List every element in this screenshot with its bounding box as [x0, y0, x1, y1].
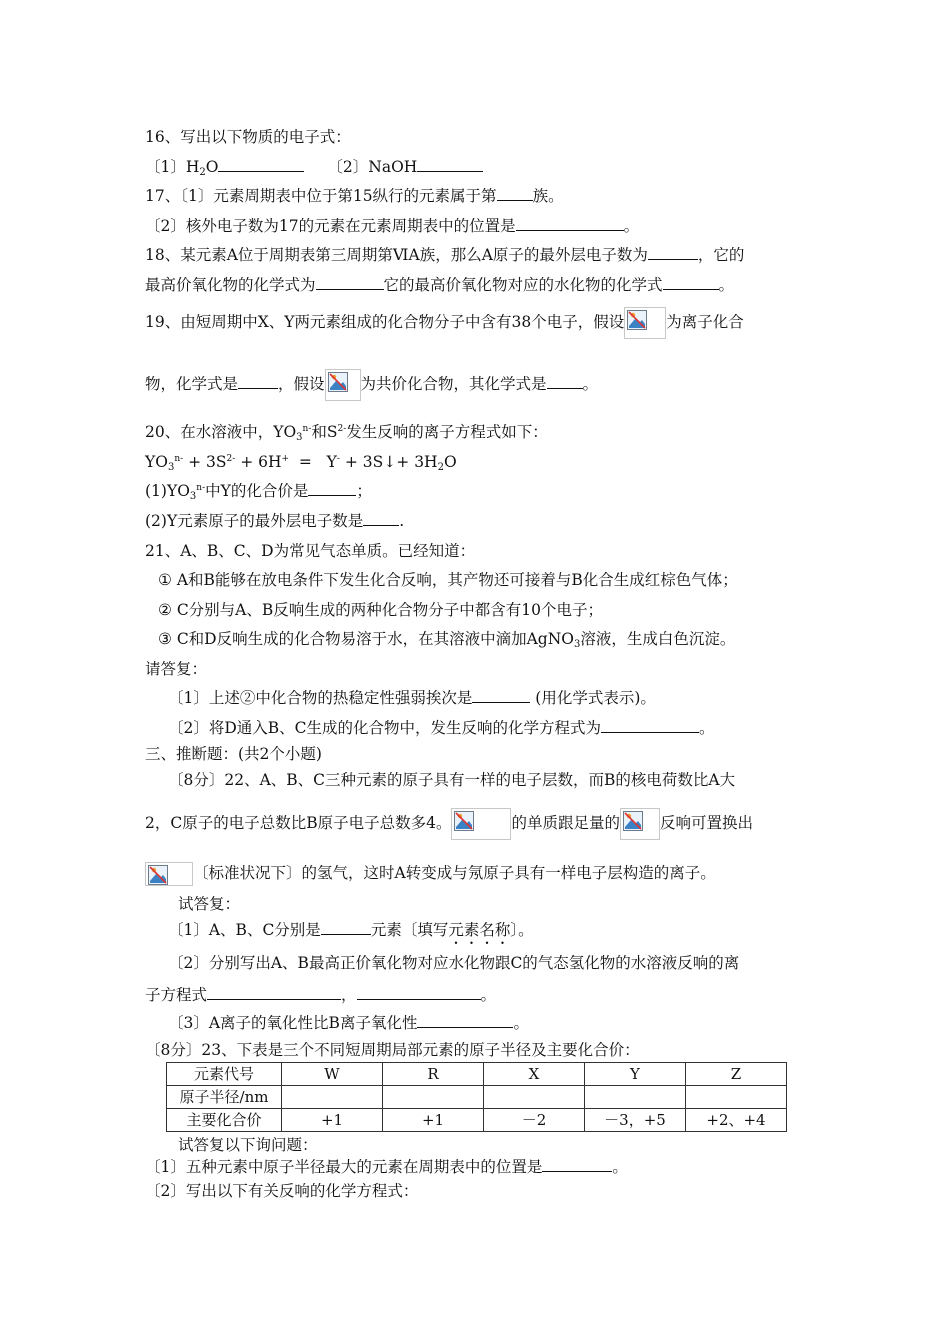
table-cell: 原子半径/nm: [167, 1086, 282, 1109]
q22-line3: 〔标准状况下〕的氢气，这时A转变成与氖原子具有一样电子层构造的离子。: [145, 862, 716, 886]
table-header-cell: Z: [686, 1063, 787, 1086]
answer-blank[interactable]: [516, 216, 624, 231]
answer-blank[interactable]: [321, 920, 371, 935]
table-cell: +2、+4: [686, 1109, 787, 1132]
answer-blank[interactable]: [308, 481, 356, 496]
q21-ask: 请答复：: [145, 660, 208, 678]
q17-part1: 17、〔1〕元素周期表中位于第15纵行的元素属于第 族。: [145, 187, 564, 205]
q20-equation: $YO_3^{n-} + 3S^{2-} + 6H^+ = Y^-$ + 3S↓+ $3H_2O$: [145, 453, 457, 473]
q17-part2: 〔2〕核外电子数为17的元素在元素周期表中的位置是 。: [145, 217, 640, 235]
answer-blank[interactable]: [601, 718, 699, 733]
q23-ask: 试答复以下询问题：: [178, 1136, 318, 1154]
q20-part2: (2)Y元素原子的最外层电子数是 .: [145, 512, 405, 530]
q22-line2: 2，C原子的电子总数比B原子电子总数多4。 的单质跟足量的 反响可置换出: [145, 808, 753, 840]
answer-blank[interactable]: [357, 985, 481, 1000]
answer-blank[interactable]: [547, 374, 583, 389]
q21-condition-2: ② C分别与A、B反响生成的两种化合物分子中都含有10个电子；: [158, 601, 603, 619]
formula-image: [325, 369, 361, 401]
answer-blank[interactable]: [648, 245, 698, 260]
formula-image: [620, 808, 660, 840]
q20-line1: 20、在水溶液中，$YO_3^{n-}$和$S^{2-}$发生反响的离子方程式如下：: [145, 423, 548, 443]
table-header-cell: R: [383, 1063, 484, 1086]
answer-blank[interactable]: [417, 1013, 513, 1028]
q16-title: 16、写出以下物质的电子式：: [145, 128, 351, 146]
q18-line2: 最高价氧化物的化学式为 它的最高价氧化物对应的水化物的化学式 。: [145, 276, 735, 294]
broken-image-icon: [148, 865, 168, 885]
table-row: [167, 1086, 787, 1109]
q21-part2: 〔2〕将D通入B、C生成的化合物中，发生反响的化学方程式为 。: [168, 719, 715, 737]
q22-ask: 试答复：: [178, 895, 241, 913]
formula-image: [145, 862, 193, 886]
table-cell: [686, 1086, 787, 1109]
answer-blank[interactable]: [417, 157, 483, 172]
q23-title: 〔8分〕23、下表是三个不同短周期局部元素的原子半径及主要化合价：: [145, 1041, 640, 1059]
q16-parts: 〔1〕$H_2O$ 〔2〕NaOH: [145, 157, 483, 177]
q22-line1: 〔8分〕22、A、B、C三种元素的原子具有一样的电子层数，而B的核电荷数比A大: [168, 771, 736, 789]
table-header-cell: 元素代号: [167, 1063, 282, 1086]
q22-part2-line1: 〔2〕分别写出A、B最高正价氧化物对应水化物跟C的气态氢化物的水溶液反响的离: [168, 954, 740, 972]
q21-condition-3: ③ C和D反响生成的化合物易溶于水，在其溶液中滴加AgNO$_3$溶液，生成白色沉淀。: [158, 630, 736, 650]
table-header-cell: X: [484, 1063, 585, 1086]
table-cell: －2: [484, 1109, 585, 1132]
table-cell: [383, 1086, 484, 1109]
answer-blank[interactable]: [363, 511, 399, 526]
table-cell: 主要化合价: [167, 1109, 282, 1132]
formula-image: [451, 808, 511, 840]
broken-image-icon: [454, 811, 474, 831]
section-title: 三、推断题：(共2个小题): [145, 745, 322, 763]
answer-blank[interactable]: [207, 985, 341, 1000]
table-cell: －3，+5: [585, 1109, 686, 1132]
broken-image-icon: [627, 310, 647, 330]
table-cell: +1: [383, 1109, 484, 1132]
element-table: [166, 1062, 787, 1132]
q21-condition-1: ① A和B能够在放电条件下发生化合反响，其产物还可接着与B化合生成红棕色气体；: [158, 571, 738, 589]
table-header-cell: W: [282, 1063, 383, 1086]
answer-blank[interactable]: [663, 275, 719, 290]
q22-part3: 〔3〕A离子的氧化性比B离子氧化性 。: [168, 1014, 529, 1032]
table-row: [167, 1109, 787, 1132]
q23-part1: 〔1〕五种元素中原子半径最大的元素在周期表中的位置是 。: [145, 1158, 628, 1176]
answer-blank[interactable]: [238, 374, 278, 389]
table-cell: +1: [282, 1109, 383, 1132]
q18-line1: 18、某元素A位于周期表第三周期第ⅥA族，那么A原子的最外层电子数为 ，它的: [145, 246, 745, 264]
q21-part1: 〔1〕上述②中化合物的热稳定性强弱挨次是 (用化学式表示)。: [168, 689, 656, 707]
q23-part2: 〔2〕写出以下有关反响的化学方程式：: [145, 1182, 419, 1200]
q22-part1: 〔1〕A、B、C分别是 元素〔填写元素名称〕。: [168, 921, 534, 939]
table-header-row: [167, 1063, 787, 1086]
answer-blank[interactable]: [316, 275, 384, 290]
table-header-cell: Y: [585, 1063, 686, 1086]
q21-title: 21、A、B、C、D为常见气态单质。已经知道：: [145, 542, 476, 560]
q19-line1: 19、由短周期中X、Y两元素组成的化合物分子中含有38个电子，假设 为离子化合: [145, 307, 744, 339]
broken-image-icon: [623, 811, 643, 831]
q20-part1: $(1)YO_3^{n-}$中Y的化合价是 ；: [145, 482, 372, 502]
table-cell: [585, 1086, 686, 1109]
answer-blank[interactable]: [472, 688, 530, 703]
table-cell: [282, 1086, 383, 1109]
q19-line2: 物，化学式是 ，假设 为共价化合物，其化学式是 。: [145, 369, 598, 401]
table-cell: [484, 1086, 585, 1109]
broken-image-icon: [328, 372, 348, 392]
q22-part2-line2: 子方程式 ， 。: [145, 986, 497, 1004]
answer-blank[interactable]: [497, 186, 533, 201]
formula-image: [624, 307, 666, 339]
answer-blank[interactable]: [542, 1157, 612, 1172]
answer-blank[interactable]: [218, 157, 304, 172]
